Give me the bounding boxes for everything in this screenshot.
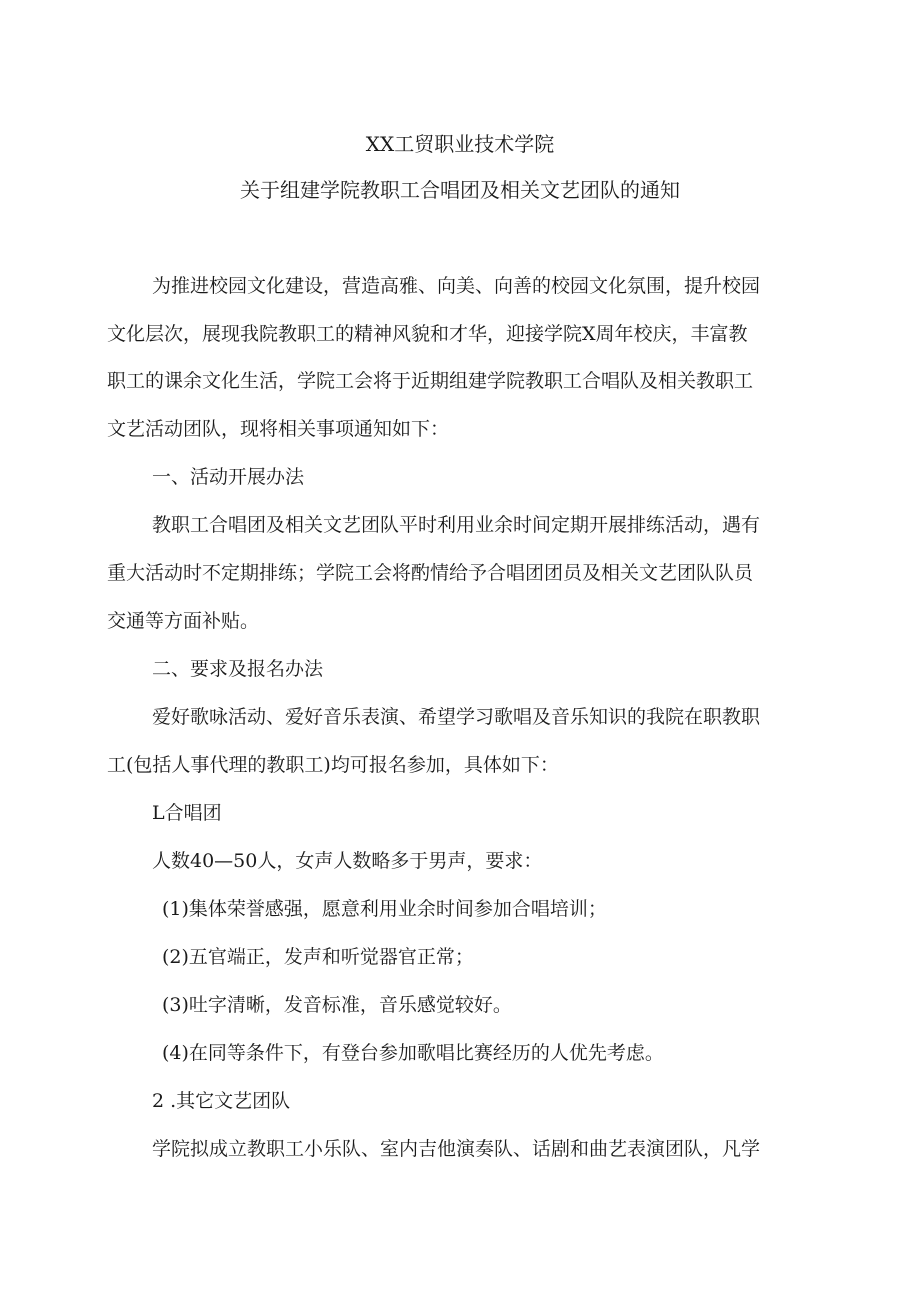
paragraph-other-teams-line-1: 学院拟成立教职工小乐队、室内吉他演奏队、话剧和曲艺表演团队，凡学 xyxy=(152,1138,761,1160)
choir-requirement-4: (4)在同等条件下，有登台参加歌唱比赛经历的人优先考虑。 xyxy=(162,1042,664,1064)
choir-headcount-line: 人数40—50人，女声人数略多于男声，要求： xyxy=(152,850,543,872)
subheading-choir: L合唱团 xyxy=(152,802,222,824)
paragraph-intro-line-2: 文化层次，展现我院教职工的精神风貌和才华，迎接学院X周年校庆，丰富教 xyxy=(107,323,748,345)
paragraph-activity-line-3: 交通等方面补贴。 xyxy=(107,610,260,632)
section-heading-2: 二、要求及报名办法 xyxy=(152,658,324,680)
document-title-notice: 关于组建学院教职工合唱团及相关文艺团队的通知 xyxy=(240,178,680,202)
paragraph-intro-line-4: 文艺活动团队，现将相关事项通知如下： xyxy=(107,418,450,440)
document-title-institution: XX工贸职业技术学院 xyxy=(365,132,555,156)
paragraph-requirements-line-1: 爱好歌咏活动、爱好音乐表演、希望学习歌唱及音乐知识的我院在职教职 xyxy=(152,706,761,728)
choir-requirement-2: (2)五官端正，发声和听觉器官正常； xyxy=(162,946,474,968)
section-heading-1: 一、活动开展办法 xyxy=(152,466,305,488)
paragraph-activity-line-1: 教职工合唱团及相关文艺团队平时利用业余时间定期开展排练活动，遇有 xyxy=(152,514,761,536)
paragraph-requirements-line-2: 工(包括人事代理的教职工)均可报名参加，具体如下： xyxy=(107,754,559,776)
paragraph-intro-line-1: 为推进校园文化建设，营造高雅、向美、向善的校园文化氛围，提升校园 xyxy=(152,275,761,297)
subheading-other-teams: 2 .其它文艺团队 xyxy=(152,1090,291,1112)
paragraph-intro-line-3: 职工的课余文化生活，学院工会将于近期组建学院教职工合唱队及相关教职工 xyxy=(107,370,754,392)
choir-requirement-3: (3)吐字清晰，发音标准，音乐感觉较好。 xyxy=(162,994,512,1016)
choir-requirement-1: (1)集体荣誉感强，愿意利用业余时间参加合唱培训； xyxy=(162,898,607,920)
paragraph-activity-line-2: 重大活动时不定期排练；学院工会将酌情给予合唱团团员及相关文艺团队队员 xyxy=(107,562,754,584)
